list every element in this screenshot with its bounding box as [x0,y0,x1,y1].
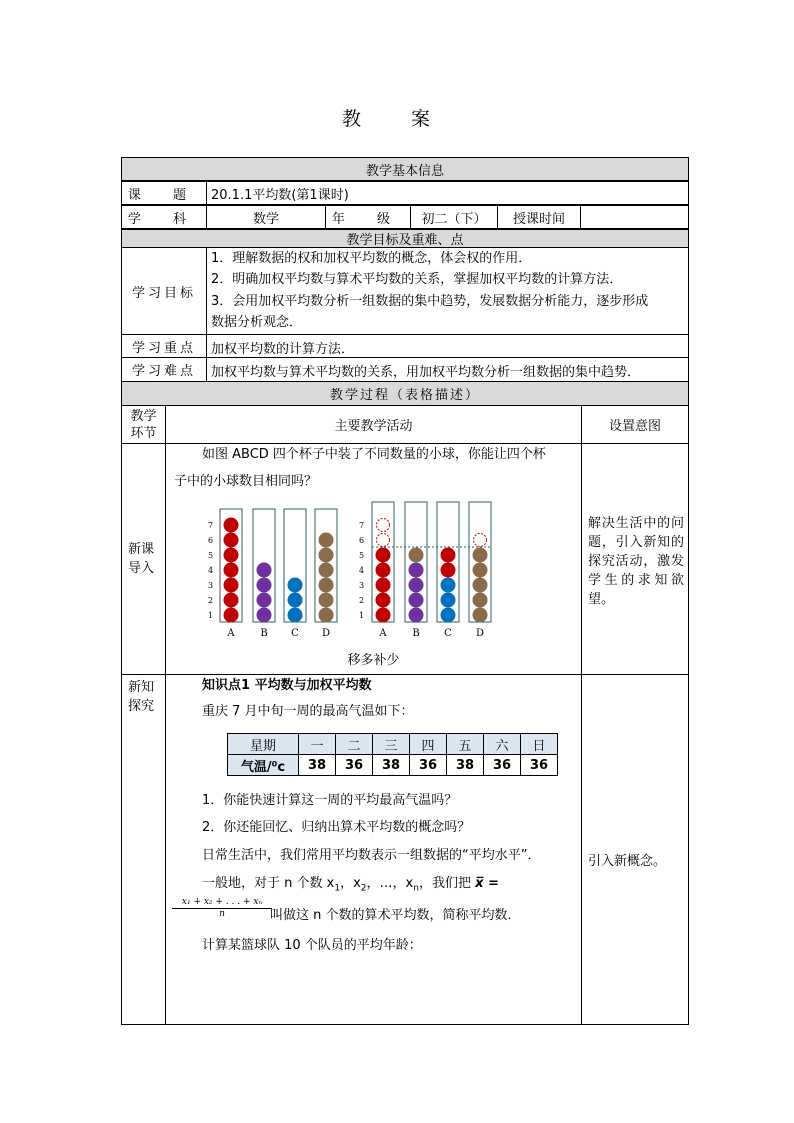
key-value: 加权平均数的计算方法． [206,334,689,358]
mean-formula [172,897,272,919]
cup-label: A [227,628,235,639]
cups-before [208,509,337,639]
table-header-label: 星期 [228,734,299,755]
goal-line-3: 3．会用加权平均数分析一组数据的集中趋势，发展数据分析能力，逐步形成 [211,294,649,309]
axis-number: 2 [208,596,214,605]
ball [288,578,303,593]
ball [319,593,334,608]
knowledge-title: 知识点1 平均数与加权平均数 [202,678,372,693]
topic-value: 20.1.1平均数(第1课时) [206,181,689,205]
ball [257,593,272,608]
axis-number: 1 [208,611,214,620]
cup-label: D [475,628,485,639]
table-header-day: 四 [410,734,447,755]
time-label: 授课时间 [497,205,581,229]
cup-label: B [412,628,420,639]
goal-line-2: 2．明确加权平均数与算术平均数的关系，掌握加权平均数的计算方法． [211,272,623,287]
axis-number: 4 [208,566,214,575]
axis-number: 2 [359,596,365,605]
key-label: 学习重点 [121,334,207,358]
ball [473,608,488,623]
row2-intent-cell [581,674,689,1025]
table-temp-value: 36 [484,755,521,776]
ball [376,593,391,608]
axis-number: 6 [359,536,365,545]
ball [376,578,391,593]
axis-number: 3 [208,581,214,590]
table-header-day: 六 [484,734,521,755]
subject-value: 数学 [206,205,326,229]
table-temp-value: 36 [410,755,447,776]
ball [441,593,456,608]
axis-number: 7 [208,521,214,530]
ball [409,578,424,593]
row2-intent: 引入新概念。 [588,854,667,869]
row1-text-line1: 如图 ABCD 四个杯子中装了不同数量的小球，你能让四个杯 [202,447,546,462]
difficulty-label: 学习难点 [121,357,207,382]
row1-activity-cell [165,443,582,675]
ball [224,533,239,548]
table-temp-value: 36 [336,755,373,776]
paragraph-3: 叫做这 n 个数的算术平均数，简称平均数． [270,908,521,923]
ball [224,578,239,593]
ball [376,608,391,623]
table-header-day: 一 [299,734,336,755]
ball [257,578,272,593]
ball [319,608,334,623]
ball [473,593,488,608]
table-temp-value: 36 [521,755,558,776]
objectives-header: 教学目标及重难、点 [121,229,689,248]
paragraph-4: 计算某篮球队 10 个队员的平均年龄： [202,938,422,953]
table-row-label: 气温/⁰c [228,755,299,776]
ball [441,548,456,563]
paragraph-2: 一般地，对于 n 个数 $x_1$，$x_2$，…，$x_n$，我们把 x̅ = [202,876,499,894]
row2-stage: 新知探究 [128,680,155,714]
ball [288,593,303,608]
axis-number: 6 [208,536,214,545]
ball [473,578,488,593]
table-header-day: 日 [521,734,558,755]
axis-number: 3 [359,581,365,590]
grade-value: 初二（下） [410,205,498,229]
table-temp-value: 38 [299,755,336,776]
ball [224,548,239,563]
time-value[interactable] [580,205,689,229]
ball [409,548,424,563]
document-title: 教 案 [341,108,453,130]
row2-activity-cell [165,674,582,1025]
table-temp-value: 38 [373,755,410,776]
ball [473,563,488,578]
row1-stage-cell [121,443,166,675]
col-intent-header: 设置意图 [581,405,689,444]
table-header-day: 三 [373,734,410,755]
ball [376,563,391,578]
mean-symbol: x̅ = [475,876,499,891]
ball [376,548,391,563]
col-activity-header: 主要教学活动 [165,405,582,444]
topic-label: 课 题 [121,181,207,205]
basic-info-header: 教学基本信息 [121,157,689,181]
temperature-table [227,733,558,776]
cup-label: C [444,628,452,639]
cups-caption: 移多补少 [347,653,400,668]
difficulty-value: 加权平均数与算术平均数的关系，用加权平均数分析一组数据的集中趋势． [206,357,689,382]
axis-number: 1 [359,611,365,620]
table-header-day: 二 [336,734,373,755]
ball [319,578,334,593]
ball [409,608,424,623]
empty-ball [377,534,390,547]
ball [319,533,334,548]
ball [473,548,488,563]
empty-ball [474,534,487,547]
cup-label: B [260,628,268,639]
ball [319,563,334,578]
ball [441,563,456,578]
ball [288,608,303,623]
question-2: 2．你还能回忆、归纳出算术平均数的概念吗？ [202,820,471,835]
goal-line-4: 数据分析观念． [211,315,303,330]
row1-text-line2: 子中的小球数目相同吗？ [174,474,318,489]
col-stage-header: 教学环节 [121,405,166,444]
row2-stage-cell [121,674,166,1025]
ball [441,608,456,623]
ball [409,593,424,608]
cup-label: D [321,628,331,639]
goal-label: 学习目标 [121,247,207,335]
axis-number: 4 [359,566,365,575]
ball [441,578,456,593]
ball [224,608,239,623]
question-1: 1．你能快速计算这一周的平均最高气温吗？ [202,793,458,808]
goal-cell [206,247,689,335]
process-header: 教学过程（表格描述） [121,381,689,406]
empty-ball [377,519,390,532]
ball [409,563,424,578]
row1-stage: 新课导入 [128,542,155,576]
axis-number: 7 [359,521,365,530]
paragraph-1: 日常生活中，我们常用平均数表示一组数据的“平均水平”． [202,848,541,863]
row1-intent: 解决生活中的问题，引入新知的探究活动，激发学生的求知欲望。 [588,516,684,607]
cups-diagram [166,494,581,644]
cup-label: C [291,628,299,639]
axis-number: 5 [359,551,365,560]
ball [319,548,334,563]
formula-denominator: n [219,909,225,919]
table-temp-value: 38 [447,755,484,776]
grade-label: 年 级 [325,205,411,229]
ball [224,593,239,608]
ball [257,563,272,578]
formula-numerator: x₁ + x₂ + . . . + xₙ [172,897,272,909]
ball [257,608,272,623]
goal-line-1: 1．理解数据的权和加权平均数的概念，体会权的作用． [211,251,532,266]
row2-intro: 重庆 7 月中旬一周的最高气温如下： [202,704,414,719]
ball [224,563,239,578]
cup-label: A [379,628,387,639]
axis-number: 5 [208,551,214,560]
subject-label: 学 科 [121,205,207,229]
cups-after [359,502,491,639]
row1-intent-cell [581,443,689,675]
ball [224,518,239,533]
table-header-day: 五 [447,734,484,755]
